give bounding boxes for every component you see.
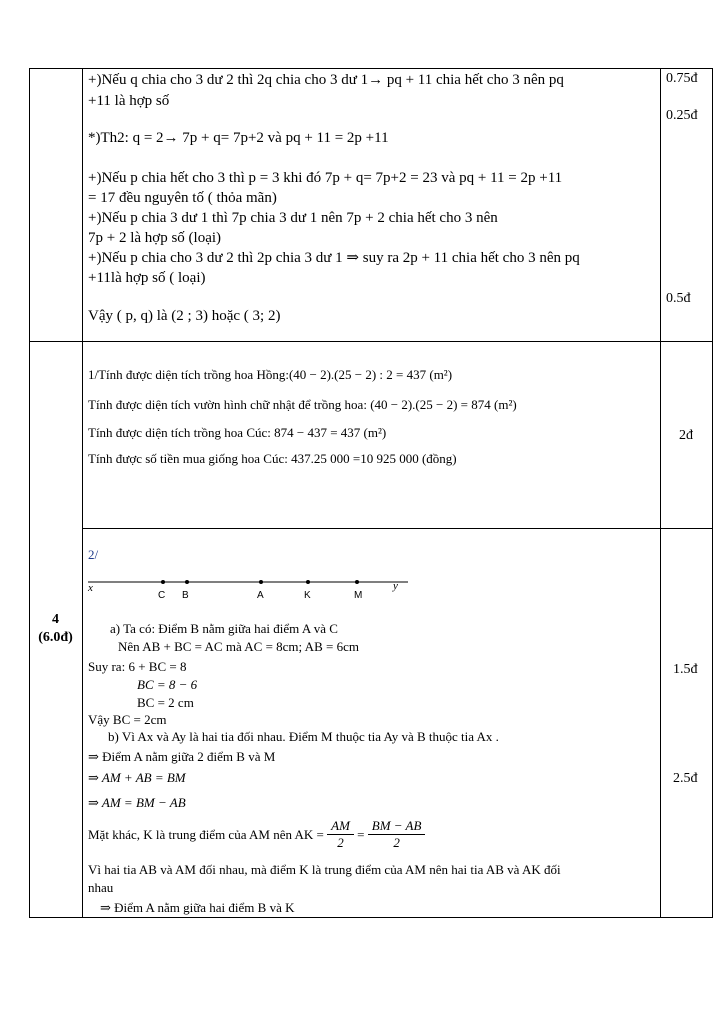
score: 2đ	[679, 428, 693, 443]
score: 2.5đ	[673, 771, 698, 786]
score: 0.5đ	[666, 291, 691, 306]
part-heading: 2/	[88, 547, 99, 562]
row-divider-1	[29, 341, 713, 342]
text-line: +11là hợp số ( loại)	[88, 270, 206, 286]
label-y: y	[393, 580, 398, 592]
table-border-top	[29, 68, 713, 69]
table-border-right	[712, 68, 713, 918]
question-number: 4	[52, 612, 59, 627]
row-divider-2	[82, 528, 713, 529]
label-m: M	[354, 590, 363, 601]
point-a	[259, 580, 263, 584]
fraction-numerator: BM − AB	[368, 818, 426, 835]
table-border-col1	[82, 68, 83, 918]
label-a: A	[257, 590, 264, 601]
score: 0.75đ	[666, 71, 698, 86]
label-b: B	[182, 590, 189, 601]
equals-sign: =	[357, 827, 365, 842]
text-line	[88, 818, 425, 851]
fraction-bm-ab-over-2	[368, 818, 426, 851]
text-line: Suy ra: 6 + BC = 8	[88, 659, 187, 674]
text-line: BC = 2 cm	[137, 695, 194, 710]
table-border-col2	[660, 68, 661, 918]
text-line: +11 là hợp số	[88, 93, 170, 109]
text-line: nhau	[88, 880, 114, 895]
table-border-bottom	[29, 917, 713, 918]
point-m	[355, 580, 359, 584]
table-border-left	[29, 68, 30, 918]
label-c: C	[158, 590, 166, 601]
text-line: ⇒ Điểm A nằm giữa hai điểm B và K	[100, 900, 295, 915]
text-line: ⇒ Điểm A nằm giữa 2 điểm B và M	[88, 749, 276, 764]
text-line: +)Nếu p chia cho 3 dư 2 thì 2p chia 3 dư 1 ⇒ suy ra 2p + 11 chia hết cho 3 nên pq	[88, 250, 580, 266]
text-line: b) Vì Ax và Ay là hai tia đối nhau. Điểm M thuộc tia Ay và B thuộc tia Ax .	[108, 729, 499, 744]
text-line: +)Nếu p chia 3 dư 1 thì 7p chia 3 dư 1 nên 7p + 2 chia hết cho 3 nên	[88, 210, 498, 226]
label-k: K	[304, 590, 311, 601]
text-line: 1/Tính được diện tích trồng hoa Hồng:(40 − 2).(25 − 2) : 2 = 437 (m²)	[88, 367, 453, 382]
text-line: Nên AB + BC = AC mà AC = 8cm; AB = 6cm	[118, 639, 359, 654]
text-line: Tính được diện tích trồng hoa Cúc: 874 − 437 = 437 (m²)	[88, 425, 387, 440]
score: 0.25đ	[666, 108, 698, 123]
fraction-numerator: AM	[327, 818, 354, 835]
text-line: *)Th2: q = 2→ 7p + q= 7p+2 và pq + 11 = 2p +11	[88, 130, 389, 146]
text-line: BC = 8 − 6	[137, 677, 198, 692]
text-line: a) Ta có: Điểm B nằm giữa hai điểm A và C	[110, 621, 338, 636]
text-line: Vì hai tia AB và AM đối nhau, mà điểm K là trung điểm của AM nên hai tia AB và AK đối	[88, 862, 561, 877]
point-b	[185, 580, 189, 584]
midpoint-text: Mặt khác, K là trung điểm của AM nên AK =	[88, 827, 324, 842]
text-line: +)Nếu p chia hết cho 3 thì p = 3 khi đó 7p + q= 7p+2 = 23 và pq + 11 = 2p +11	[88, 170, 563, 186]
text-line: Tính được số tiền mua giống hoa Cúc: 437.25 000 =10 925 000 (đồng)	[88, 451, 457, 466]
question-points: (6.0đ)	[38, 630, 73, 645]
fraction-denominator: 2	[393, 835, 400, 850]
label-x: x	[88, 582, 93, 594]
text-line: Tính được diện tích vườn hình chữ nhật để trồng hoa: (40 − 2).(25 − 2) = 874 (m²)	[88, 397, 517, 412]
text-line: 7p + 2 là hợp số (loại)	[88, 230, 222, 246]
text-line: = 17 đều nguyên tố ( thỏa mãn)	[88, 190, 277, 206]
fraction-am-over-2	[327, 818, 354, 851]
point-c	[161, 580, 165, 584]
text-line: Vậy ( p, q) là (2 ; 3) hoặc ( 3; 2)	[88, 308, 281, 324]
point-k	[306, 580, 310, 584]
text-line: +)Nếu q chia cho 3 dư 2 thì 2q chia cho 3 dư 1→ pq + 11 chia hết cho 3 nên pq	[88, 72, 564, 88]
number-line-diagram	[86, 574, 416, 604]
text-line: ⇒ AM = BM − AB	[88, 795, 186, 810]
text-line: ⇒ AM + AB = BM	[88, 770, 186, 785]
score: 1.5đ	[673, 662, 698, 677]
text-line: Vậy BC = 2cm	[88, 712, 167, 727]
fraction-denominator: 2	[337, 835, 344, 850]
